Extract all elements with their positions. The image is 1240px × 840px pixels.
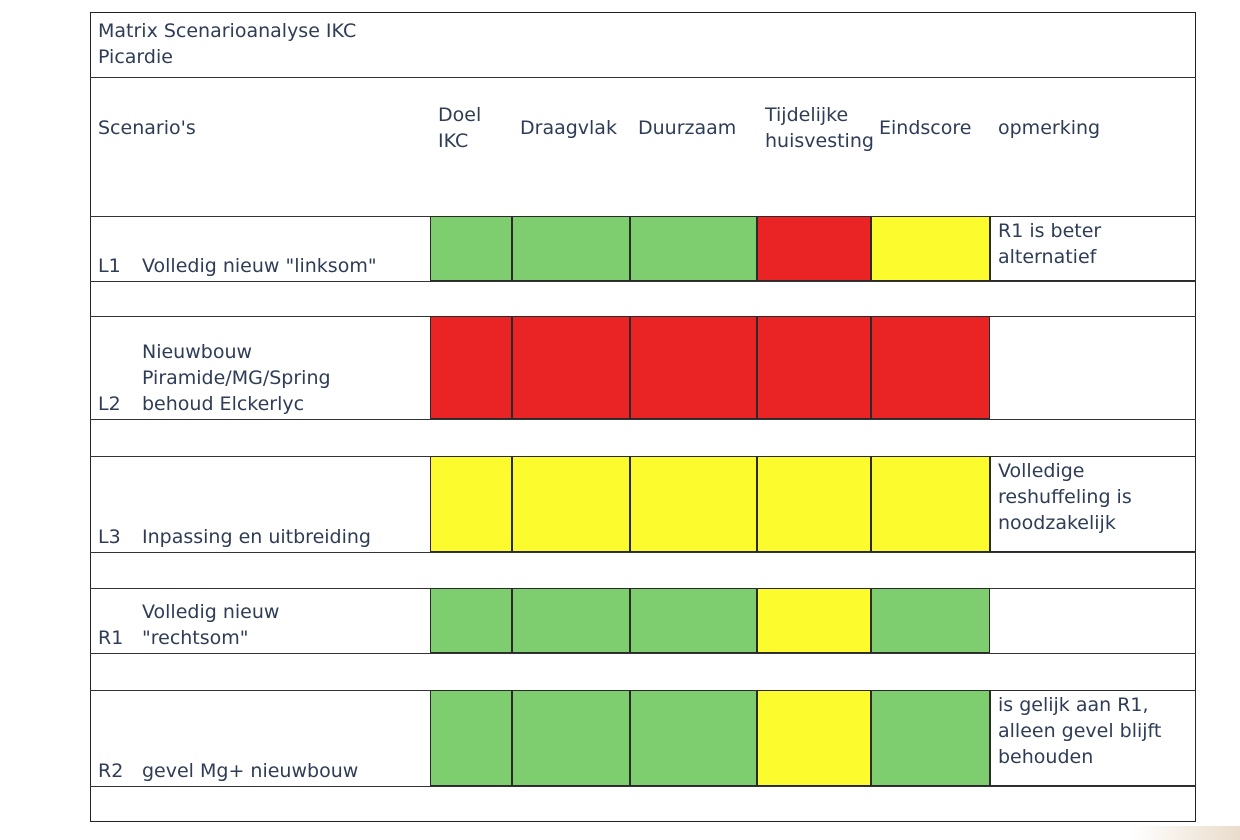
scenario-code: L2 (98, 393, 121, 415)
scenario-label: Inpassing en uitbreiding (142, 526, 371, 548)
score-cell-yellow (430, 456, 512, 552)
remark-text: alleen gevel blijft (998, 720, 1162, 742)
score-cell-red (430, 316, 512, 419)
score-cell-yellow (630, 456, 757, 552)
header-scenarios: Scenario's (98, 117, 196, 139)
table-row-divider (90, 419, 1196, 420)
score-cell-green (430, 588, 512, 653)
table-row-divider (90, 552, 1196, 553)
score-cell-red (871, 316, 990, 419)
scenario-label: behoud Elckerlyc (142, 393, 305, 415)
table-row-divider (90, 77, 1196, 78)
remark-text: R1 is beter (998, 220, 1102, 242)
score-cell-yellow (757, 456, 871, 552)
remark-text: Volledige (998, 460, 1085, 482)
column-header-label: huisvesting (765, 130, 874, 152)
score-cell-green (630, 690, 757, 786)
scenario-label: Volledig nieuw (142, 601, 280, 623)
column-header-label: IKC (438, 130, 469, 152)
table-row-divider (90, 786, 1196, 787)
score-cell-green (512, 690, 630, 786)
column-header-label: Tijdelijke (765, 104, 849, 126)
score-cell-green (871, 690, 990, 786)
column-header-label: Draagvlak (520, 117, 617, 139)
scenario-code: R1 (98, 627, 124, 649)
table-row-divider (90, 281, 1196, 282)
column-header-label: Doel (438, 104, 482, 126)
scenario-code: L1 (98, 255, 121, 277)
score-cell-yellow (871, 456, 990, 552)
scenario-label: Piramide/MG/Spring (142, 367, 331, 389)
score-cell-red (757, 316, 871, 419)
remark-text: behouden (998, 746, 1094, 768)
score-cell-red (512, 316, 630, 419)
score-cell-yellow (757, 588, 871, 653)
scenario-code: L3 (98, 526, 121, 548)
table-row-divider (90, 653, 1196, 654)
score-cell-green (871, 588, 990, 653)
remark-text: reshuffeling is (998, 486, 1132, 508)
column-header-label: Duurzaam (638, 117, 737, 139)
score-cell-yellow (757, 690, 871, 786)
scenario-label: "rechtsom" (142, 627, 249, 649)
score-cell-green (512, 216, 630, 281)
score-cell-red (630, 316, 757, 419)
column-header-label: Eindscore (879, 117, 972, 139)
score-cell-green (512, 588, 630, 653)
score-cell-yellow (512, 456, 630, 552)
matrix-title-line: Picardie (98, 46, 173, 68)
scenario-label: Nieuwbouw (142, 341, 253, 363)
remark-text: alternatief (998, 246, 1097, 268)
matrix-title-line: Matrix Scenarioanalyse IKC (98, 20, 357, 42)
score-cell-yellow (871, 216, 990, 281)
scenario-code: R2 (98, 760, 124, 782)
score-cell-green (430, 690, 512, 786)
score-cell-green (630, 588, 757, 653)
remark-text: noodzakelijk (998, 512, 1116, 534)
scan-edge-shadow (1130, 826, 1240, 840)
scenario-label: gevel Mg+ nieuwbouw (142, 760, 359, 782)
score-cell-red (757, 216, 871, 281)
remark-text: is gelijk aan R1, (998, 694, 1149, 716)
score-cell-green (430, 216, 512, 281)
score-cell-green (630, 216, 757, 281)
scenario-label: Volledig nieuw "linksom" (142, 255, 377, 277)
column-header-label: opmerking (998, 117, 1101, 139)
